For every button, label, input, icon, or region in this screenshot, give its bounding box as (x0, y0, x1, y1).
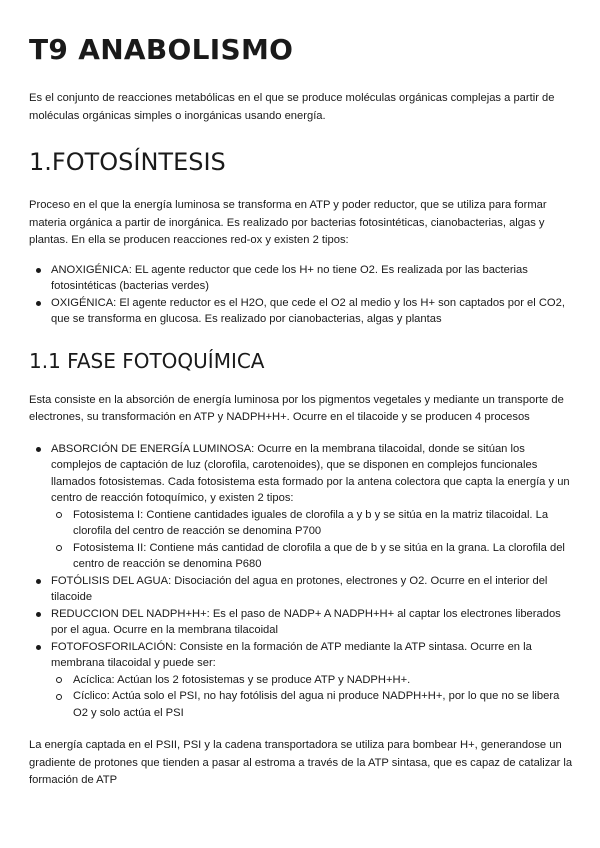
list-item-absorcion (29, 441, 574, 573)
sublist-item-ciclico: Cíclico: Actúa solo el PSI, no hay fotólisis del agua ni produce NADPH+H+, por lo que no se libera O2 y solo actúa el PSI (51, 688, 574, 721)
list-item-reduccion: REDUCCION DEL NADPH+H+: Es el paso de NADP+ A NADPH+H+ al captar los electrones liberados por el agua. Ocurre en la membrana tilacoidal (29, 606, 574, 639)
section-heading-fotosintesis: 1.FOTOSÍNTESIS (29, 148, 226, 176)
fotosistemas-sublist (51, 507, 574, 573)
sublist-item-fotosistema-2: Fotosistema II: Contiene más cantidad de clorofila a que de b y se sitúa en la grana. La clorofila del centro de reacción se denomina P680 (51, 540, 574, 573)
fotosintesis-paragraph: Proceso en el que la energía luminosa se transforma en ATP y poder reductor, que se utiliza para formar materia orgánica a partir de inorgánica. Es realizado por bacterias fotosintéticas, cianobacterias, algas y plantas. En ella se producen reacciones red-ox y existen 2 tipos: (29, 199, 547, 246)
list-item-anoxigenica: ANOXIGÉNICA: EL agente reductor que cede los H+ no tiene O2. Es realizada por las bacterias fotosintéticas (bacterias verdes) (29, 262, 574, 295)
section-heading-fase-fotoquimica: 1.1 FASE FOTOQUÍMICA (29, 348, 265, 373)
processes-list (29, 441, 574, 722)
intro-paragraph: Es el conjunto de reacciones metabólicas en el que se produce moléculas orgánicas complejas a partir de moléculas orgánicas simples o inorgánicas usando energía. (29, 92, 555, 122)
list-item-oxigenica: OXIGÉNICA: El agente reductor es el H2O, que cede el O2 al medio y los H+ son captados por el CO2, que se transforma en glucosa. Es realizado por cianobacterias, algas y plantas (29, 295, 574, 328)
closing-paragraph: La energía captada en el PSII, PSI y la cadena transportadora se utiliza para bombear H+, generandose un gradiente de protones que tienden a pasar al estroma a través de la ATP sintasa, que es capaz de catalizar la formación de ATP (29, 739, 573, 786)
list-item-fotolisis: FOTÓLISIS DEL AGUA: Disociación del agua en protones, electrones y O2. Ocurre en el interior del tilacoide (29, 573, 574, 606)
fotofosforilacion-text: FOTOFOSFORILACIÓN: Consiste en la formación de ATP mediante la ATP sintasa. Ocurre en la membrana tilacoidal y puede ser: (51, 640, 532, 669)
sublist-item-aciclica: Acíclica: Actúan los 2 fotosistemas y se produce ATP y NADPH+H+. (51, 672, 574, 689)
document-page (29, 30, 574, 790)
absorcion-text: ABSORCIÓN DE ENERGÍA LUMINOSA: Ocurre en la membrana tilacoidal, donde se sitúan los complejos de captación de luz (clorofila, carotenoides), que se disponen en complejos funcionales llamados fotosistemas. Cada fotosistema esta formado por la antena colectora que capta la energía y un centro de reacción fotoquímico, y existen 2 tipos: (51, 442, 570, 504)
list-item-fotofosforilacion (29, 639, 574, 722)
fotosintesis-types-list (29, 262, 574, 328)
fase-fotoquimica-paragraph: Esta consiste en la absorción de energía luminosa por los pigmentos vegetales y mediante un transporte de electrones, su transformación en ATP y NADPH+H+. Ocurre en el tilacoide y se producen 4 procesos (29, 393, 564, 423)
fotofosforilacion-sublist (51, 672, 574, 722)
page-title: T9 ANABOLISMO (29, 33, 294, 66)
sublist-item-fotosistema-1: Fotosistema I: Contiene cantidades iguales de clorofila a y b y se sitúa en la matriz tilacoidal. La clorofila del centro de reacción se denomina P700 (51, 507, 574, 540)
